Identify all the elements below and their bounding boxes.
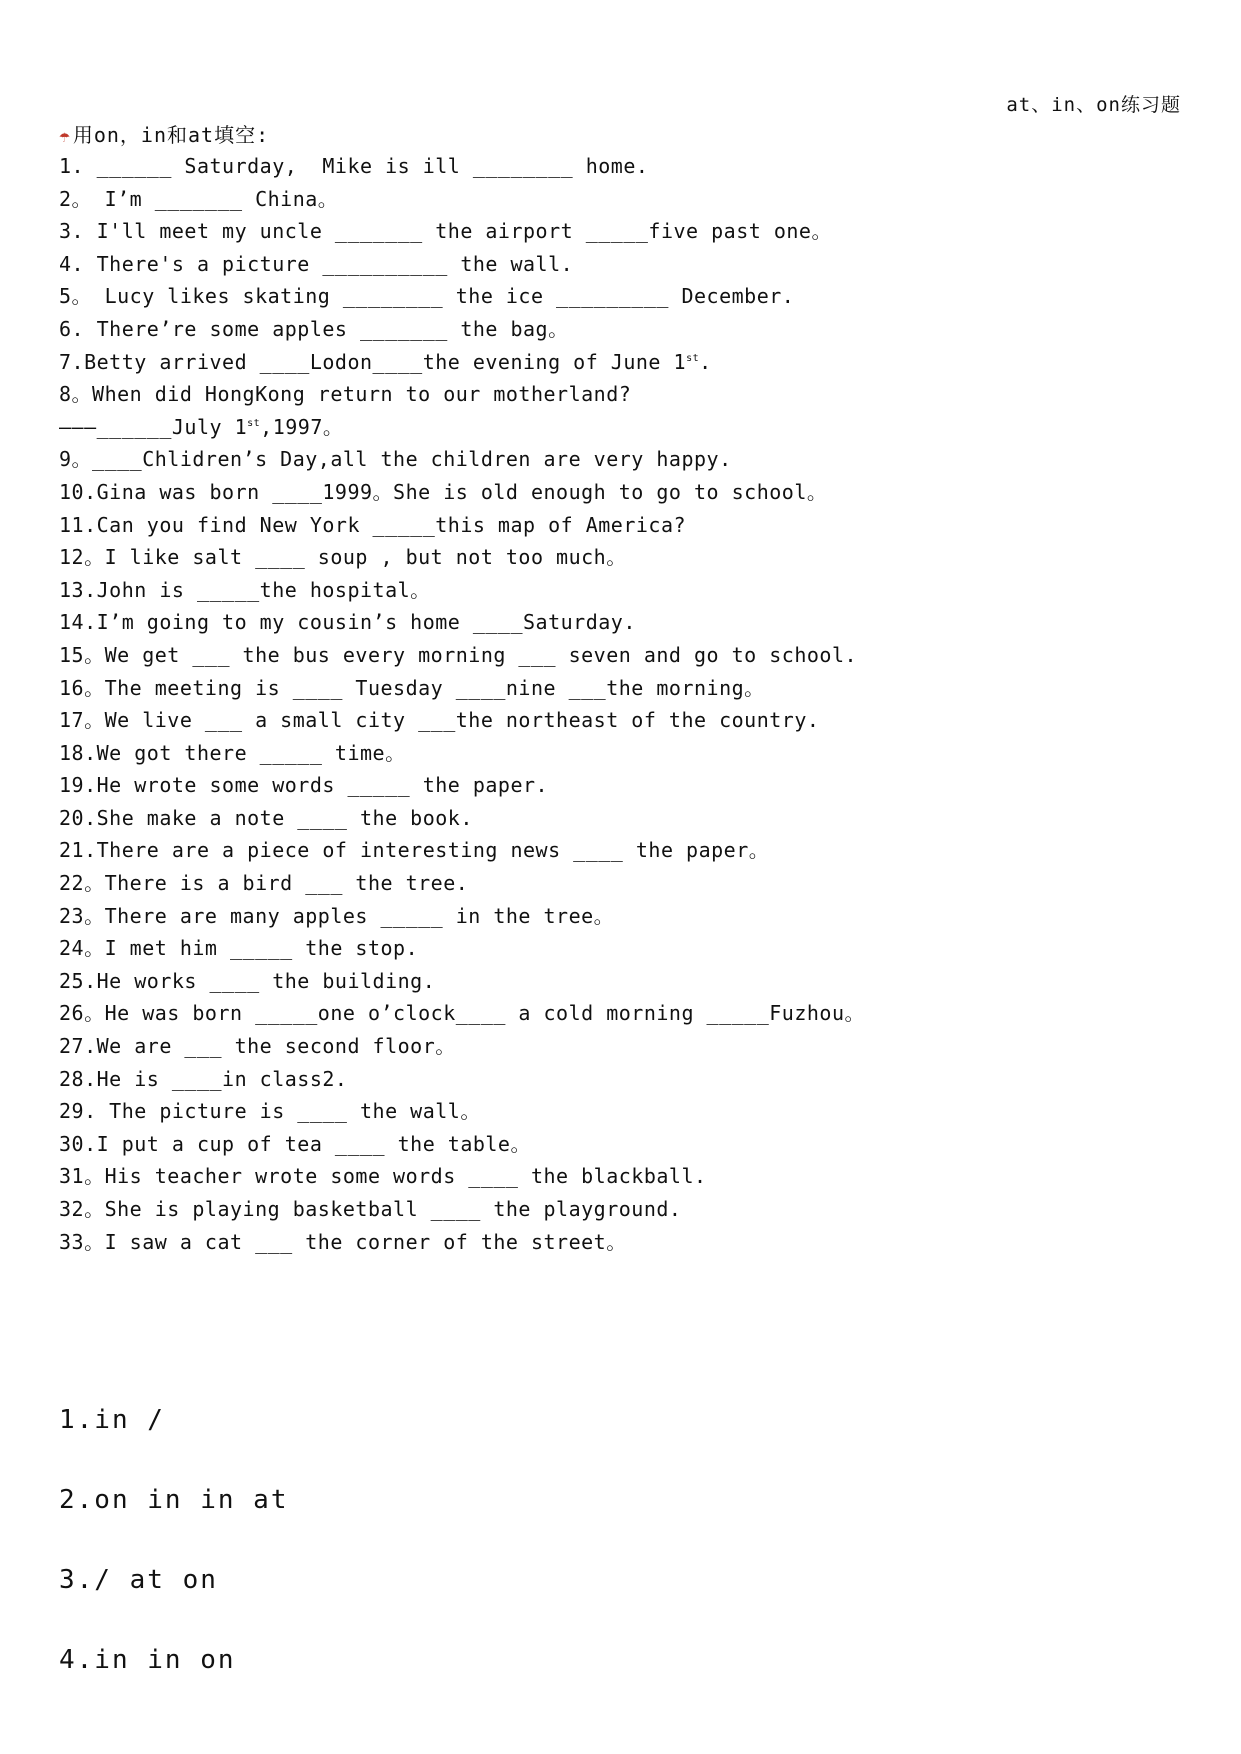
question-item: 27.We are ___ the second floor。 [59,1034,456,1059]
question-item: 18.We got there _____ time。 [59,740,406,765]
question-item: 4. There's a picture __________ the wall. [59,251,574,276]
question-item: 11.Can you find New York _____this map of America? [59,512,687,537]
answer-item: 1.in / [59,1405,165,1435]
answer-item: 2.on in in at [59,1485,289,1515]
question-item: ———______July 1st,1997。 [59,414,344,439]
question-item: 8。When did HongKong return to our motherland? [59,382,632,407]
question-item: 1. ______ Saturday, Mike is ill ________ home. [59,154,649,178]
instruction [59,120,1179,150]
question-item: 7.Betty arrived ____Lodon____the evening of June 1st. [59,349,712,374]
question-item: 5。 Lucy likes skating ________ the ice _________ December. [59,284,795,309]
question-item: 32。She is playing basketball ____ the playground. [59,1197,682,1221]
question-item: 14.I’m going to my cousin’s home ____Saturday. [59,610,636,635]
question-item: 23。There are many apples _____ in the tree。 [59,903,615,928]
question-item: 21.There are a piece of interesting news ____ the paper。 [59,838,770,863]
answer-item: 4.in in on [59,1645,236,1675]
question-item: 24。I met him _____ the stop. [59,936,419,961]
question-item: 33。I saw a cat ___ the corner of the street。 [59,1229,627,1254]
question-item: 29. The picture is ____ the wall。 [59,1099,481,1124]
question-item: 2。 I’m _______ China。 [59,186,339,211]
instruction-text: 用on，in和at填空: [72,123,270,147]
question-item: 6. There’re some apples _______ the bag。 [59,316,569,341]
question-item: 28.He is ____in class2. [59,1066,348,1091]
question-list [59,150,1179,1258]
question-item: 10.Gina was born ____1999。She is old enough to go to school。 [59,479,828,504]
question-item: 15。We get ___ the bus every morning ___ seven and go to school. [59,642,858,667]
question-item: 22。There is a bird ___ the tree. [59,871,469,896]
answer-item: 3./ at on [59,1565,218,1595]
question-item: 16。The meeting is ____ Tuesday ____nine ___the morning。 [59,675,765,700]
question-item: 20.She make a note ____ the book. [59,805,473,830]
question-item: 26。He was born _____one o’clock____ a cold morning _____Fuzhou。 [59,1001,866,1026]
question-item: 13.John is _____the hospital。 [59,577,431,602]
question-item: 17。We live ___ a small city ___the northeast of the country. [59,708,820,733]
question-item: 31。His teacher wrote some words ____ the blackball. [59,1164,707,1189]
question-item: 19.He wrote some words _____ the paper. [59,773,549,798]
question-item: 9。____Chlidren’s Day,all the children are very happy. [59,447,732,472]
page-header-title: at、in、on练习题 [1006,94,1181,116]
umbrella-icon: ☂ [59,126,71,147]
question-item: 3. I'll meet my uncle _______ the airport _____five past one。 [59,219,832,244]
question-item: 25.He works ____ the building. [59,968,436,993]
answer-list [59,1400,289,1720]
question-item: 30.I put a cup of tea ____ the table。 [59,1131,531,1156]
question-item: 12。I like salt ____ soup , but not too much。 [59,545,627,570]
exercise-section [59,120,1179,1258]
